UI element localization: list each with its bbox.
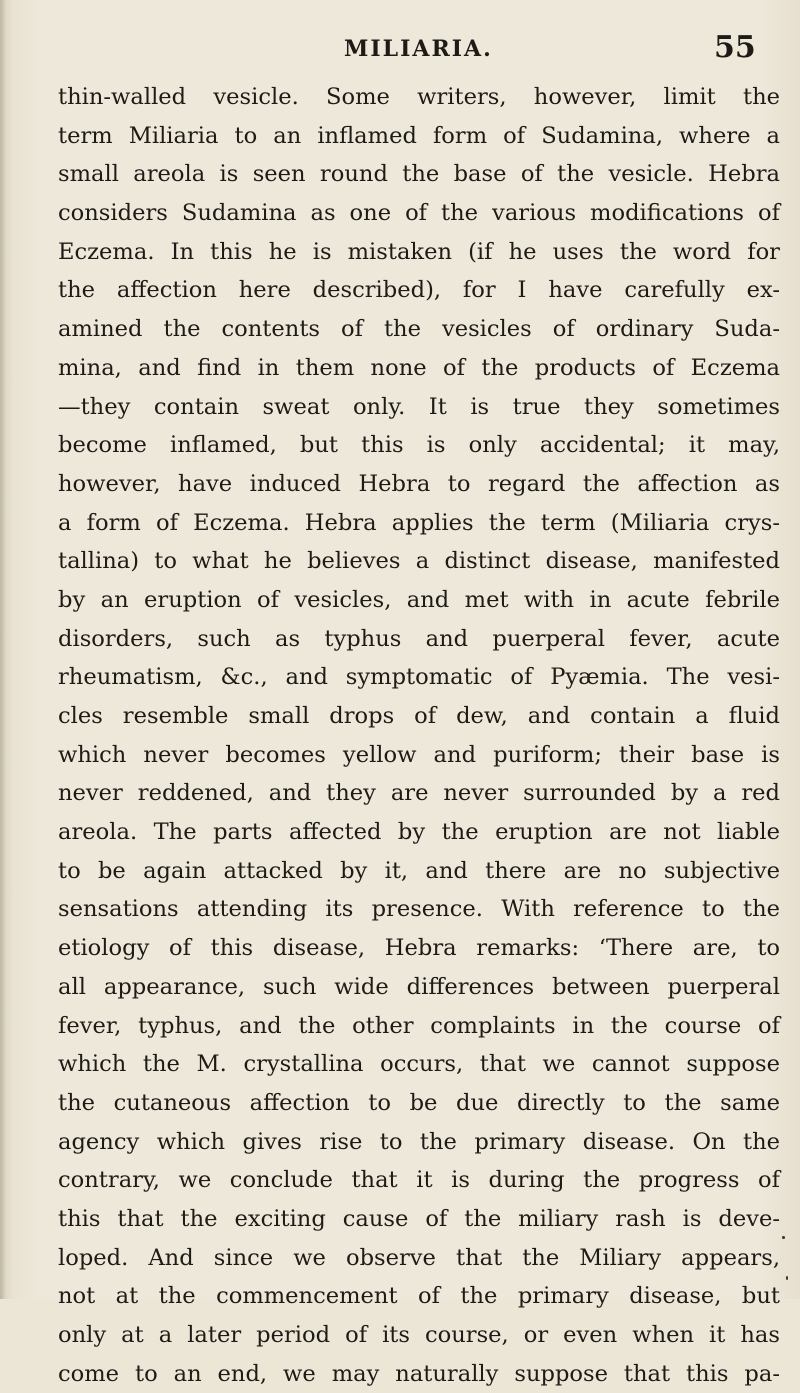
text-line: rheumatism, &c., and symptomatic of Pyæmia. The vesi-	[58, 664, 780, 691]
text-line: mina, and find in them none of the products of Eczema	[58, 354, 780, 381]
text-line: all appearance, such wide differences between puerperal	[58, 973, 780, 1000]
text-line: a form of Eczema. Hebra applies the term (Miliaria crys-	[58, 509, 780, 536]
text-line: never reddened, and they are never surrounded by a red	[58, 780, 780, 807]
text-line: however, have induced Hebra to regard the affection as	[58, 470, 780, 497]
text-line: loped. And since we observe that the Miliary appears,	[58, 1244, 780, 1271]
text-line: sensations attending its presence. With reference to the	[58, 896, 780, 923]
text-line: disorders, such as typhus and puerperal fever, acute	[58, 625, 780, 652]
text-line: to be again attacked by it, and there are no subjective	[58, 857, 780, 884]
text-line: only at a later period of its course, or even when it has	[58, 1322, 780, 1348]
text-line: amined the contents of the vesicles of ordinary Suda-	[58, 316, 780, 343]
text-line: thin-walled vesicle. Some writers, however, limit the	[58, 84, 780, 110]
text-line: fever, typhus, and the other complaints in the course of	[58, 1012, 780, 1039]
text-line: considers Sudamina as one of the various modifications of	[58, 200, 780, 227]
text-line: small areola is seen round the base of the vesicle. Hebra	[58, 161, 780, 188]
ink-speck	[786, 1276, 788, 1280]
body-text	[58, 78, 780, 1393]
text-line: which the M. crystallina occurs, that we cannot suppose	[58, 1051, 780, 1078]
text-line: the cutaneous affection to be due directly to the same	[58, 1089, 780, 1116]
text-line: not at the commencement of the primary disease, but	[58, 1283, 780, 1310]
text-line: come to an end, we may naturally suppose that this pa-	[58, 1360, 780, 1387]
page-number: 55	[714, 30, 756, 65]
text-line: term Miliaria to an inflamed form of Sudamina, where a	[58, 122, 780, 149]
text-line: the affection here described), for I have carefully ex-	[58, 277, 780, 304]
text-line: cles resemble small drops of dew, and contain a fluid	[58, 703, 780, 729]
text-line: by an eruption of vesicles, and met with in acute febrile	[58, 586, 780, 613]
running-title: MILIARIA.	[344, 36, 493, 62]
text-line: this that the exciting cause of the miliary rash is deve-	[58, 1205, 780, 1232]
text-line: agency which gives rise to the primary disease. On the	[58, 1128, 780, 1155]
text-line: Eczema. In this he is mistaken (if he uses the word for	[58, 238, 780, 265]
text-line: which never becomes yellow and puriform; their base is	[58, 741, 780, 768]
gutter-shadow	[0, 0, 6, 1299]
text-line: tallina) to what he believes a distinct disease, manifested	[58, 548, 780, 575]
running-head	[0, 32, 800, 66]
text-line: etiology of this disease, Hebra remarks: ‘There are, to	[58, 935, 780, 962]
text-line: become inflamed, but this is only accidental; it may,	[58, 432, 780, 459]
text-line: contrary, we conclude that it is during the progress of	[58, 1167, 780, 1194]
text-line: —they contain sweat only. It is true they sometimes	[58, 393, 780, 420]
ink-speck	[782, 1236, 785, 1239]
text-line: areola. The parts affected by the eruption are not liable	[58, 819, 780, 846]
